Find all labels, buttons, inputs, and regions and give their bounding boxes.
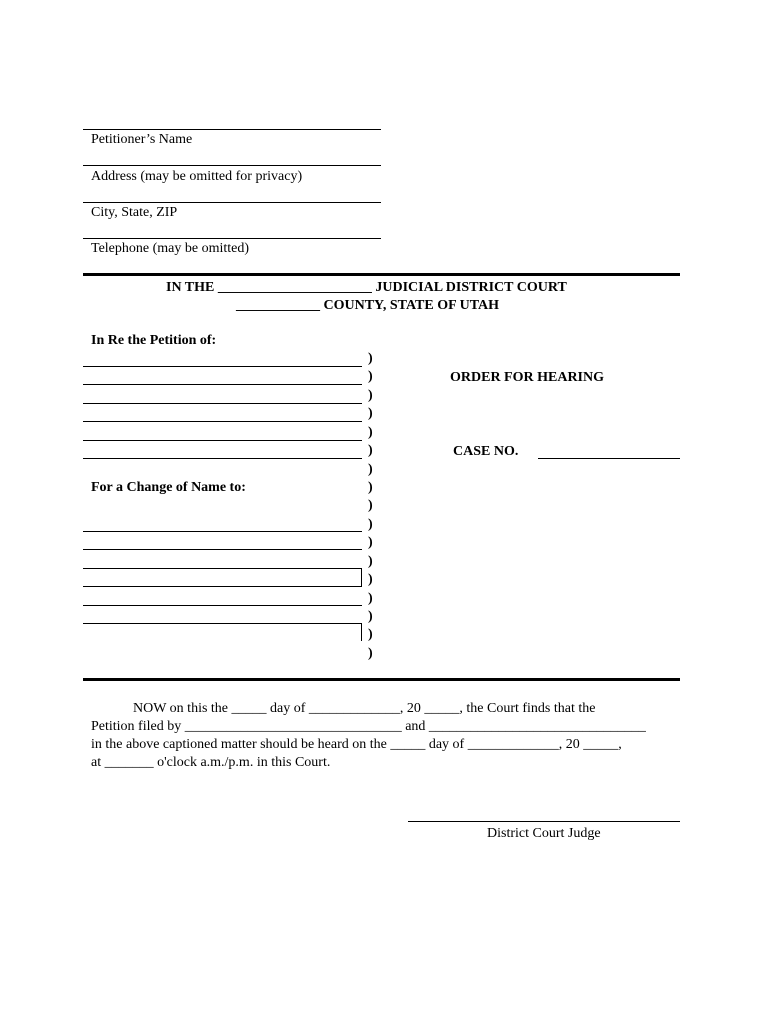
address-label: Address (may be omitted for privacy) — [91, 169, 303, 184]
order-body-line2: Petition filed by _______________________________ and _______________________________ — [91, 719, 646, 734]
petitioner-line — [83, 403, 362, 404]
caption-paren: ) — [368, 425, 373, 440]
caption-paren: ) — [368, 646, 373, 661]
header-rule-3 — [83, 202, 381, 203]
new-name-line — [83, 531, 362, 532]
header-rule-4 — [83, 238, 381, 239]
petitioner-line — [83, 384, 362, 385]
caption-paren: ) — [368, 388, 373, 403]
caption-bottom-rule — [83, 678, 680, 681]
petitioner-line — [83, 458, 362, 459]
field-edge-mark — [361, 623, 362, 641]
caption-paren: ) — [368, 609, 373, 624]
header-rule-2 — [83, 165, 381, 166]
petitioner-line — [83, 421, 362, 422]
case-number-label: CASE NO. — [453, 444, 519, 459]
city-state-zip-label: City, State, ZIP — [91, 205, 178, 220]
field-edge-mark — [361, 568, 362, 586]
court-heading-line2: ____________ COUNTY, STATE OF UTAH — [236, 298, 500, 313]
petitioner-line — [83, 440, 362, 441]
judge-signature-label: District Court Judge — [487, 826, 601, 841]
caption-paren: ) — [368, 462, 373, 477]
caption-paren: ) — [368, 627, 373, 642]
caption-paren: ) — [368, 443, 373, 458]
change-of-name-label: For a Change of Name to: — [91, 480, 246, 495]
case-number-line — [538, 458, 680, 459]
order-body-line4: at _______ o'clock a.m./p.m. in this Court. — [91, 755, 331, 770]
caption-paren: ) — [368, 554, 373, 569]
new-name-line — [83, 568, 362, 569]
caption-paren: ) — [368, 369, 373, 384]
court-heading-top-rule — [83, 273, 680, 276]
caption-paren: ) — [368, 406, 373, 421]
header-rule-top — [83, 129, 381, 130]
caption-paren: ) — [368, 591, 373, 606]
caption-paren: ) — [368, 517, 373, 532]
new-name-line — [83, 586, 362, 587]
order-title: ORDER FOR HEARING — [450, 370, 605, 385]
new-name-line — [83, 605, 362, 606]
judge-signature-line — [408, 821, 680, 822]
caption-paren: ) — [368, 351, 373, 366]
caption-paren: ) — [368, 498, 373, 513]
caption-paren: ) — [368, 535, 373, 550]
petitioner-line — [83, 366, 362, 367]
in-re-petition-label: In Re the Petition of: — [91, 333, 217, 348]
court-heading-line1: IN THE ______________________ JUDICIAL DISTRICT COURT — [166, 280, 567, 295]
order-body-line1: NOW on this the _____ day of _____________, 20 _____, the Court finds that the — [133, 701, 596, 716]
new-name-line — [83, 623, 362, 624]
caption-paren: ) — [368, 480, 373, 495]
order-body-line3: in the above captioned matter should be heard on the _____ day of _____________, 20 _____, — [91, 737, 622, 752]
new-name-line — [83, 549, 362, 550]
caption-paren: ) — [368, 572, 373, 587]
telephone-label: Telephone (may be omitted) — [91, 241, 250, 256]
petitioner-name-label: Petitioner’s Name — [91, 132, 193, 147]
